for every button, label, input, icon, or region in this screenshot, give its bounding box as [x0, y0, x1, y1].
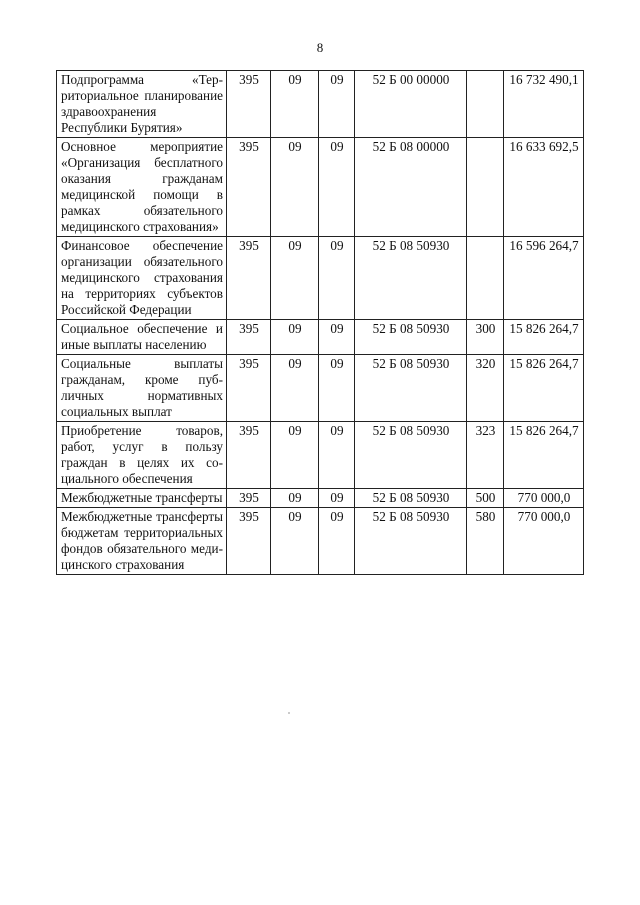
amount: 15 826 264,7	[504, 320, 584, 355]
amount: 16 633 692,5	[504, 138, 584, 237]
row-name: Социальное обеспечение и иные выплаты населению	[57, 320, 227, 355]
ministry-code: 395	[227, 71, 271, 138]
subsection-code: 09	[319, 489, 355, 508]
target-article-code: 52 Б 00 00000	[355, 71, 467, 138]
target-article-code: 52 Б 08 50930	[355, 508, 467, 575]
subsection-code: 09	[319, 71, 355, 138]
scan-speck	[288, 712, 290, 714]
table-row	[57, 355, 584, 422]
ministry-code: 395	[227, 138, 271, 237]
table-row	[57, 320, 584, 355]
expense-type-code	[467, 237, 504, 320]
target-article-code: 52 Б 08 50930	[355, 422, 467, 489]
section-code: 09	[271, 71, 319, 138]
table-row	[57, 138, 584, 237]
section-code: 09	[271, 237, 319, 320]
ministry-code: 395	[227, 422, 271, 489]
section-code: 09	[271, 508, 319, 575]
row-name: Социальные выплаты гражданам, кроме публичных нормативных социальных выплат	[57, 355, 227, 422]
budget-table	[56, 70, 584, 575]
section-code: 09	[271, 355, 319, 422]
table-row	[57, 71, 584, 138]
ministry-code: 395	[227, 355, 271, 422]
row-name: Межбюджетные трансферты бюджетам территориальных фондов обязательного медицинского страхования	[57, 508, 227, 575]
row-name: Основное мероприятие «Организация бесплатного оказания гражданам медицинской помощи в рамках обязательного медицинского страхования»	[57, 138, 227, 237]
ministry-code: 395	[227, 489, 271, 508]
subsection-code: 09	[319, 237, 355, 320]
subsection-code: 09	[319, 422, 355, 489]
row-name: Финансовое обеспечение организации обязательного медицинского страхования на территориях субъектов Российской Федерации	[57, 237, 227, 320]
ministry-code: 395	[227, 508, 271, 575]
expense-type-code: 300	[467, 320, 504, 355]
target-article-code: 52 Б 08 00000	[355, 138, 467, 237]
section-code: 09	[271, 489, 319, 508]
section-code: 09	[271, 320, 319, 355]
amount: 15 826 264,7	[504, 422, 584, 489]
amount: 16 732 490,1	[504, 71, 584, 138]
amount: 15 826 264,7	[504, 355, 584, 422]
subsection-code: 09	[319, 355, 355, 422]
table-row	[57, 422, 584, 489]
expense-type-code: 320	[467, 355, 504, 422]
expense-type-code: 580	[467, 508, 504, 575]
page-number: 8	[316, 40, 324, 55]
subsection-code: 09	[319, 320, 355, 355]
amount: 16 596 264,7	[504, 237, 584, 320]
amount: 770 000,0	[504, 508, 584, 575]
ministry-code: 395	[227, 320, 271, 355]
target-article-code: 52 Б 08 50930	[355, 355, 467, 422]
expense-type-code	[467, 138, 504, 237]
table-row	[57, 508, 584, 575]
expense-type-code	[467, 71, 504, 138]
target-article-code: 52 Б 08 50930	[355, 320, 467, 355]
expense-type-code: 323	[467, 422, 504, 489]
section-code: 09	[271, 138, 319, 237]
table-row	[57, 489, 584, 508]
subsection-code: 09	[319, 138, 355, 237]
expense-type-code: 500	[467, 489, 504, 508]
amount: 770 000,0	[504, 489, 584, 508]
section-code: 09	[271, 422, 319, 489]
target-article-code: 52 Б 08 50930	[355, 237, 467, 320]
row-name: Подпрограмма «Территориальное планирование здравоохранения Республики Бурятия»	[57, 71, 227, 138]
target-article-code: 52 Б 08 50930	[355, 489, 467, 508]
ministry-code: 395	[227, 237, 271, 320]
row-name: Межбюджетные трансферты	[57, 489, 227, 508]
table-row	[57, 237, 584, 320]
subsection-code: 09	[319, 508, 355, 575]
row-name: Приобретение товаров, работ, услуг в пользу граждан в целях их социального обеспечения	[57, 422, 227, 489]
